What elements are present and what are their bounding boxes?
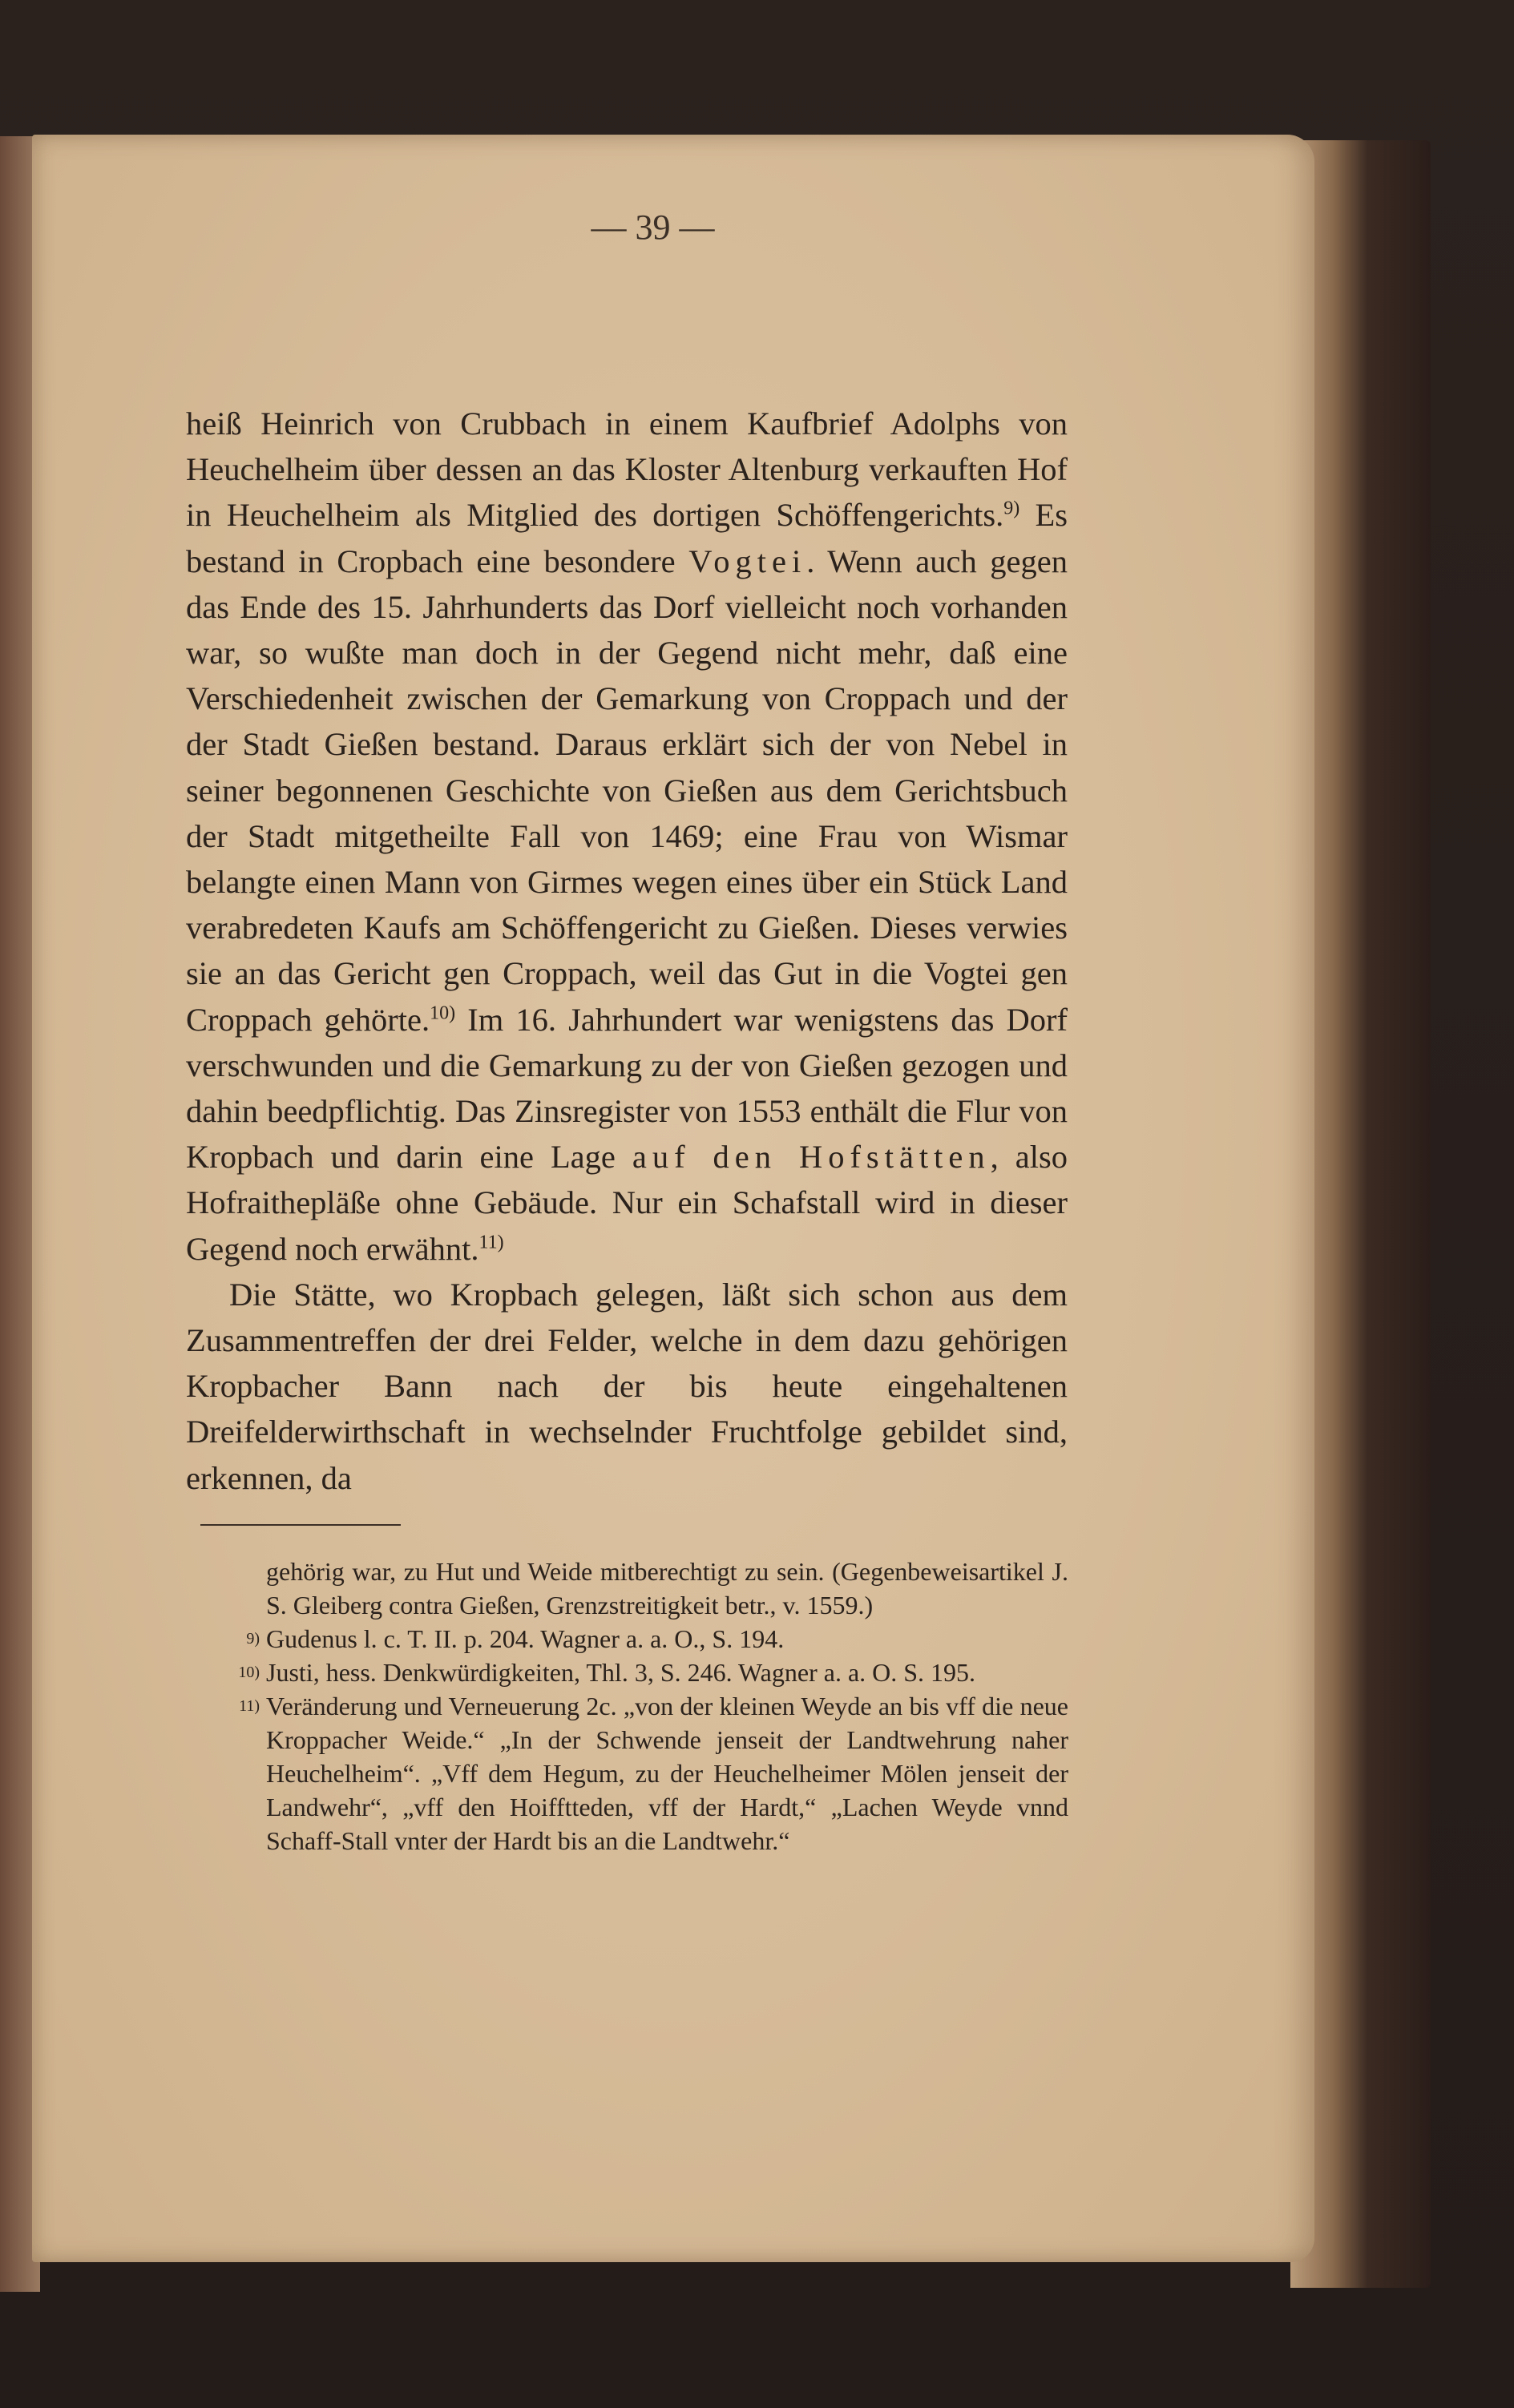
body-text: [186, 401, 1068, 1501]
text-run: Im 16. Jahrhundert war wenigstens das Dorf verschwunden und die Gemarkung zu der von Gießen gezogen und dahin beedpflichtig. Das Zinsregister von 1553 enthält die Flur von Kropbach und darin eine Lage: [186, 1001, 1068, 1176]
emphasized-text: Vogtei: [688, 543, 807, 579]
text-run: Die Stätte, wo Kropbach gelegen, läßt sich schon aus dem Zusammentreffen der drei Felder, welche in dem dazu gehörigen Kropbacher Bann nach der bis heute eingehaltenen Dreifelderwirthschaft in wechselnder Fruchtfolge gebildet sind, erkennen, da: [186, 1276, 1068, 1496]
footnote: [266, 1555, 1068, 1622]
footnote-reference: 9): [1003, 498, 1020, 519]
text-run: . Wenn auch gegen das Ende des 15. Jahrhunderts das Dorf vielleicht noch vorhanden war, so wußte man doch in der Gegend nicht mehr, daß eine Verschiedenheit zwischen der Gemarkung von Croppach und der der Stadt Gießen bestand. Daraus erklärt sich der von Nebel in seiner begonnenen Geschichte von Gießen aus dem Gerichtsbuch der Stadt mitgetheilte Fall von 1469; eine Frau von Wismar belangte einen Mann von Girmes wegen eines über ein Stück Land verabredeten Kaufs am Schöffengericht zu Gießen. Dieses verwies sie an das Gericht gen Croppach, weil das Gut in die Vogtei gen Croppach gehörte.: [186, 543, 1068, 1038]
footnote: [238, 1656, 1068, 1689]
text-run: heiß Heinrich von Crubbach in einem Kaufbrief Adolphs von Heuchelheim über dessen an das Kloster Altenburg verkauften Hof in Heuchelheim als Mitglied des dortigen Schöffengerichts.: [186, 405, 1068, 534]
footnote-number: [221, 1689, 260, 1728]
footnote: [239, 1689, 1068, 1857]
footnote-text: gehörig war, zu Hut und Weide mitberechtigt zu sein. (Gegenbeweisartikel J. S. Gleiberg contra Gießen, Grenzstreitigkeit betr., v. 1559.): [266, 1557, 1068, 1619]
footnote-separator: [200, 1524, 401, 1526]
footnote-number-label: 10): [238, 1664, 260, 1681]
footnote: [246, 1622, 1068, 1656]
footnote-text: Gudenus l. c. T. II. p. 204. Wagner a. a. O., S. 194.: [266, 1624, 785, 1653]
body-paragraph: [186, 1272, 1068, 1501]
page-number: — 39 —: [591, 208, 715, 247]
emphasized-text: auf den Hofstätten: [632, 1139, 991, 1176]
footnote-reference: 11): [478, 1232, 504, 1253]
footnote-reference: 10): [430, 1002, 456, 1024]
footnote-number-label: 9): [246, 1630, 260, 1648]
text-run: Es bestand in Cropbach eine besondere: [186, 497, 1068, 579]
body-paragraph: [186, 401, 1068, 1272]
footnote-text: Veränderung und Verneuerung 2c. „von der kleinen Weyde an bis vff die neue Kroppacher Weide.“ „In der Schwende jenseit der Landtwehrung naher Heuchelheim“. „Vff dem Hegum, zu der Heuchelheimer Mölen jenseit der Landwehr“, „vff den Hoifftteden, vff der Hardt,“ „Lachen Weyde vnnd Schaff-Stall vnter der Hardt bis an die Landtwehr.“: [266, 1692, 1068, 1855]
text-run: , also Hofraithepläße ohne Gebäude. Nur ein Schafstall wird in dieser Gegend noch erwähnt.: [186, 1139, 1068, 1267]
footnote-number-label: 11): [239, 1697, 260, 1715]
footnotes: [223, 1555, 1068, 1857]
footnote-text: Justi, hess. Denkwürdigkeiten, Thl. 3, S. 246. Wagner a. a. O. S. 195.: [266, 1658, 976, 1687]
